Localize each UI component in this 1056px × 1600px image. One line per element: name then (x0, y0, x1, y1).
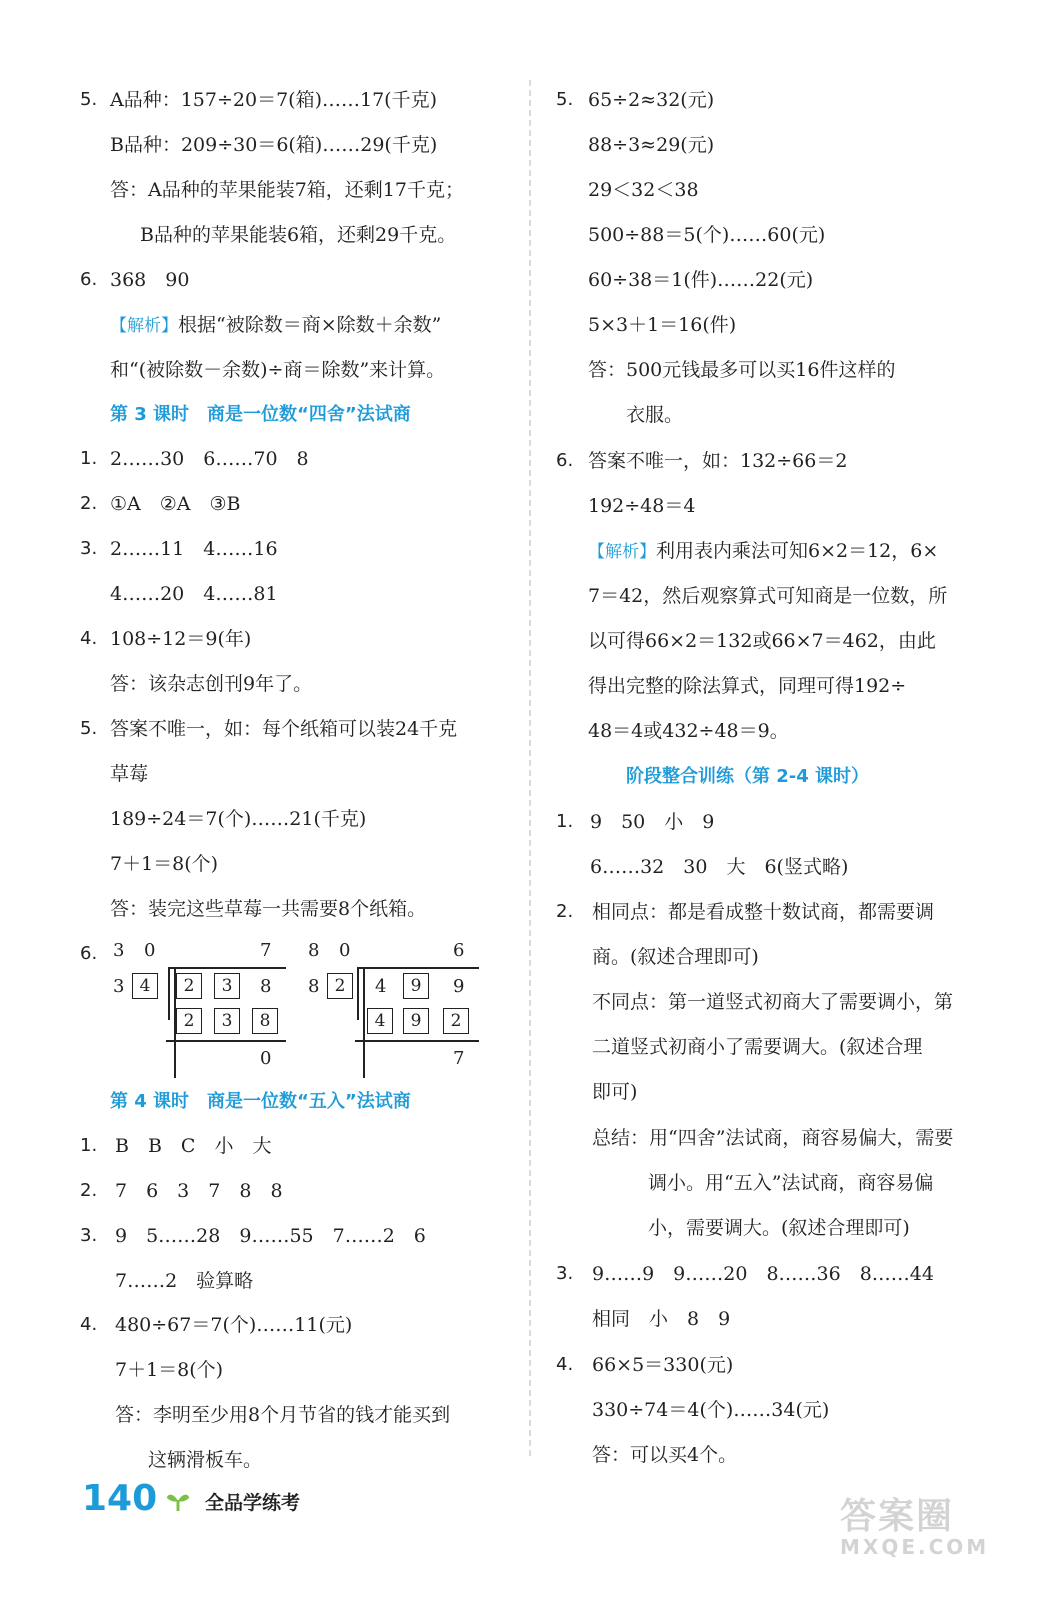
dividend-digit: 4 (375, 976, 387, 997)
answer-line: B品种：209÷30＝6(箱)……29(千克) (110, 134, 438, 156)
question-number: 5. (556, 89, 574, 110)
answer-line: A品种：157÷20＝7(箱)……17(千克) (110, 89, 437, 111)
section-heading: 第 4 课时 商是一位数“五入”法试商 (110, 1091, 411, 1112)
question-number: 1. (80, 1135, 98, 1156)
bracket-line (363, 968, 365, 1078)
column-divider (529, 80, 531, 1460)
quotient-digit: 0 (339, 940, 351, 961)
question-number: 1. (556, 811, 574, 832)
answer-line: 即可) (592, 1081, 638, 1103)
answer-line: 相同 小 8 9 (592, 1308, 731, 1330)
question-number: 2. (556, 901, 574, 922)
analysis-line (110, 313, 441, 338)
digit-box: 3 (214, 973, 240, 999)
quotient-digit: 0 (144, 940, 156, 961)
answer-line: 答：A品种的苹果能装7箱，还剩17千克； (110, 179, 464, 201)
watermark-logo (840, 1488, 989, 1559)
answer-line: 答案不唯一，如：132÷66＝2 (588, 450, 848, 472)
question-number: 3. (556, 1263, 574, 1284)
answer-line: ①A ②A ③B (110, 493, 241, 515)
answer-line: 66×5＝330(元) (592, 1354, 734, 1376)
answer-line: 368 90 (110, 269, 190, 291)
answer-line: 189÷24＝7(个)……21(千克) (110, 808, 367, 830)
answer-line: 192÷48＝4 (588, 495, 696, 517)
quotient-digit: 6 (453, 940, 465, 961)
section-heading: 阶段整合训练（第 2-4 课时） (626, 766, 870, 787)
answer-line: 480÷67＝7(个)……11(元) (115, 1314, 353, 1336)
watermark-url: MXQE.COM (840, 1535, 990, 1559)
answer-line: 答：李明至少用8个月节省的钱才能买到 (115, 1404, 451, 1426)
subtraction-line (355, 1040, 479, 1042)
analysis-tag: 【解析】 (588, 542, 656, 562)
answer-line: 答：装完这些草莓一共需要8个纸箱。 (110, 898, 427, 920)
question-number: 4. (556, 1354, 574, 1375)
digit-box: 4 (367, 1008, 393, 1034)
question-number: 3. (80, 538, 98, 559)
answer-line: 2……30 6……70 8 (110, 448, 309, 470)
answer-line: 5×3＋1＝16(件) (588, 314, 737, 336)
analysis-line (588, 539, 938, 564)
brand-name: 全品学练考 (205, 1492, 301, 1514)
digit-box: 2 (176, 1008, 202, 1034)
bracket-line (357, 967, 479, 969)
answer-line: 7……2 验算略 (115, 1270, 254, 1292)
digit-box: 2 (327, 973, 353, 999)
digit-box: 9 (403, 973, 429, 999)
question-number: 6. (80, 269, 98, 290)
question-number: 4. (80, 628, 98, 649)
analysis-text: 利用表内乘法可知6×2＝12，6× (656, 540, 939, 562)
answer-line: 这辆滑板车。 (148, 1449, 263, 1471)
answer-line: 衣服。 (626, 404, 684, 426)
answer-line: 答：该杂志创刊9年了。 (110, 673, 313, 695)
bracket-line (357, 968, 359, 1020)
answer-line: 60÷38＝1(件)……22(元) (588, 269, 814, 291)
analysis-line: 和“(被除数－余数)÷商＝除数”来计算。 (110, 359, 446, 381)
dividend-digit: 9 (453, 976, 465, 997)
analysis-line: 48＝4或432÷48＝9。 (588, 720, 789, 742)
answer-line: 108÷12＝9(年) (110, 628, 252, 650)
analysis-text: 根据“被除数＝商×除数＋余数” (178, 314, 442, 336)
quotient-digit: 8 (308, 940, 320, 961)
digit-box: 2 (443, 1008, 469, 1034)
long-division-1 (110, 938, 290, 1073)
question-number: 5. (80, 89, 98, 110)
question-number: 1. (80, 448, 98, 469)
answer-line: 二道竖式初商小了需要调大。(叙述合理 (592, 1036, 923, 1058)
answer-line: 答案不唯一，如：每个纸箱可以装24千克 (110, 718, 458, 740)
question-number: 2. (80, 1180, 98, 1201)
analysis-line: 7＝42，然后观察算式可知商是一位数，所 (588, 585, 948, 607)
remainder-digit: 0 (260, 1048, 272, 1069)
question-number: 4. (80, 1314, 98, 1335)
answer-line: 7 6 3 7 8 8 (115, 1180, 283, 1202)
answer-line: B品种的苹果能装6箱，还剩29千克。 (140, 224, 457, 246)
question-number: 6. (80, 943, 98, 964)
quotient-digit: 7 (260, 940, 272, 961)
answer-line: 2……11 4……16 (110, 538, 278, 560)
bracket-line (168, 968, 170, 1020)
question-number: 3. (80, 1225, 98, 1246)
answer-line: 29＜32＜38 (588, 179, 699, 201)
analysis-line: 得出完整的除法算式，同理可得192÷ (588, 675, 907, 697)
digit-box: 8 (252, 1008, 278, 1034)
answer-line: 答：500元钱最多可以买16件这样的 (588, 359, 896, 381)
question-number: 5. (80, 718, 98, 739)
digit-box: 3 (214, 1008, 240, 1034)
answer-line: B B C 小 大 (115, 1135, 272, 1157)
analysis-tag: 【解析】 (110, 316, 178, 336)
answer-line: 7＋1＝8(个) (110, 853, 219, 875)
digit-box: 2 (176, 973, 202, 999)
bracket-line (168, 967, 286, 969)
answer-line: 88÷3≈29(元) (588, 134, 715, 156)
answer-line: 6……32 30 大 6(竖式略) (590, 856, 849, 878)
answer-line: 500÷88＝5(个)……60(元) (588, 224, 826, 246)
page-number: 140 (82, 1478, 158, 1519)
divisor-digit: 3 (113, 976, 125, 997)
answer-line: 65÷2≈32(元) (588, 89, 715, 111)
answer-line: 商。(叙述合理即可) (592, 946, 759, 968)
divisor-digit: 8 (308, 976, 320, 997)
answer-line: 总结：用“四舍”法试商，商容易偏大，需要 (592, 1127, 954, 1149)
subtraction-line (166, 1040, 286, 1042)
answer-line: 答：可以买4个。 (592, 1444, 738, 1466)
answer-line: 7＋1＝8(个) (115, 1359, 224, 1381)
section-heading: 第 3 课时 商是一位数“四舍”法试商 (110, 404, 411, 425)
answer-line: 不同点：第一道竖式初商大了需要调小，第 (592, 991, 954, 1013)
answer-line: 330÷74＝4(个)……34(元) (592, 1399, 830, 1421)
watermark-text: 答案圈 (840, 1496, 955, 1537)
remainder-digit: 7 (453, 1048, 465, 1069)
sprout-icon (165, 1490, 191, 1512)
answer-line: 小，需要调大。(叙述合理即可) (648, 1217, 910, 1239)
answer-line: 草莓 (110, 763, 149, 785)
answer-line: 调小。用“五入”法试商，商容易偏 (648, 1172, 934, 1194)
digit-box: 9 (403, 1008, 429, 1034)
answer-line: 4……20 4……81 (110, 583, 278, 605)
question-number: 6. (556, 450, 574, 471)
dividend-digit: 8 (260, 976, 272, 997)
digit-box: 4 (132, 973, 158, 999)
long-division-2 (305, 938, 485, 1073)
quotient-digit: 3 (113, 940, 125, 961)
answer-line: 9 5……28 9……55 7……2 6 (115, 1225, 426, 1247)
answer-line: 相同点：都是看成整十数试商，都需要调 (592, 901, 935, 923)
answer-line: 9……9 9……20 8……36 8……44 (592, 1263, 934, 1285)
analysis-line: 以可得66×2＝132或66×7＝462，由此 (588, 630, 936, 652)
answer-line: 9 50 小 9 (590, 811, 715, 833)
question-number: 2. (80, 493, 98, 514)
